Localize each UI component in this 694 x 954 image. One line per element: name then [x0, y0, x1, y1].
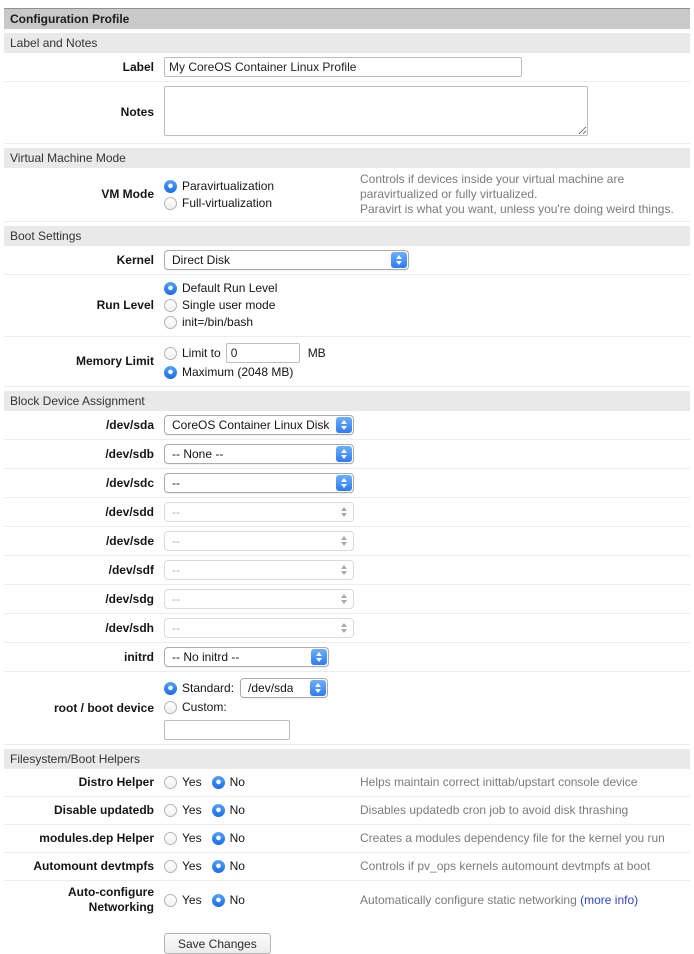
dev-sdg-caption: /dev/sdg — [105, 591, 154, 606]
select-stepper-icon — [336, 591, 352, 607]
select-stepper-icon — [336, 475, 352, 491]
no-label: No — [229, 859, 245, 873]
root-boot-device-caption: root / boot device — [53, 700, 154, 715]
modules-dep-yes-option[interactable] — [164, 831, 202, 846]
auto-configure-networking-help — [360, 893, 690, 908]
limit-to-label: Limit to — [182, 345, 221, 360]
kernel-caption: Kernel — [116, 252, 154, 267]
root-standard-label: Standard: — [182, 680, 235, 695]
disable-updatedb-help: Disables updatedb cron job to avoid disk thrashing — [360, 803, 629, 817]
dev-sdb-caption: /dev/sdb — [105, 446, 154, 461]
default-run-level-radio[interactable] — [164, 282, 177, 295]
automount-devtmpfs-help: Controls if pv_ops kernels automount devtmpfs at boot — [360, 859, 651, 873]
initrd-caption: initrd — [124, 649, 154, 664]
disable-updatedb-no-radio[interactable] — [212, 804, 225, 817]
label-input[interactable] — [164, 57, 522, 77]
select-stepper-icon — [336, 562, 352, 578]
memory-limit-caption: Memory Limit — [75, 354, 154, 368]
vm-mode-row — [4, 168, 690, 222]
vm-mode-full-virtualization-option[interactable] — [164, 196, 360, 211]
run-level-caption: Run Level — [96, 298, 154, 312]
dev-sdd-caption: /dev/sdd — [105, 504, 154, 519]
device-row-sdc — [4, 469, 690, 498]
modules-dep-help: Creates a modules dependency file for the kernel you run — [360, 831, 665, 845]
no-label: No — [229, 803, 245, 817]
helper-row-distro — [4, 769, 690, 797]
section-header-boot-settings: Boot Settings — [4, 226, 690, 246]
disable-updatedb-no-option[interactable] — [212, 803, 245, 818]
dev-sdd-select — [164, 502, 354, 522]
dev-sdc-select-value: -- — [172, 476, 180, 490]
modules-dep-yes-radio[interactable] — [164, 832, 177, 845]
disable-updatedb-caption: Disable updatedb — [53, 803, 154, 817]
auto-configure-networking-help-text: Automatically configure static networking — [360, 892, 577, 907]
select-stepper-icon — [336, 533, 352, 549]
root-custom-radio[interactable] — [164, 701, 177, 714]
helper-row-networking — [4, 881, 690, 919]
root-device-select[interactable] — [240, 678, 328, 698]
modules-dep-no-radio[interactable] — [212, 832, 225, 845]
kernel-select[interactable] — [164, 250, 409, 270]
initrd-select-value: -- No initrd -- — [172, 650, 240, 664]
no-label: No — [229, 892, 245, 907]
distro-helper-no-radio[interactable] — [212, 776, 225, 789]
helper-row-modules-dep — [4, 825, 690, 853]
init-bin-bash-radio[interactable] — [164, 316, 177, 329]
yes-label: Yes — [182, 859, 202, 873]
vm-mode-help — [360, 172, 690, 217]
select-stepper-icon — [391, 252, 407, 268]
select-stepper-icon — [336, 504, 352, 520]
dev-sdf-select-value: -- — [172, 563, 180, 577]
no-label: No — [229, 831, 245, 845]
dev-sde-select-value: -- — [172, 534, 180, 548]
dev-sdd-select-value: -- — [172, 505, 180, 519]
memory-unit-label: MB — [307, 345, 326, 360]
vm-mode-help-line2: Paravirt is what you want, unless you're doing weird things. — [360, 202, 674, 216]
device-row-sdh — [4, 614, 690, 643]
automount-devtmpfs-caption: Automount devtmpfs — [33, 859, 154, 873]
disable-updatedb-yes-radio[interactable] — [164, 804, 177, 817]
auto-configure-networking-caption: Auto-configure Networking — [68, 885, 154, 914]
root-device-select-value: /dev/sda — [248, 680, 294, 695]
save-row — [164, 933, 690, 954]
yes-label: Yes — [182, 892, 202, 907]
automount-devtmpfs-yes-option[interactable] — [164, 859, 202, 874]
distro-helper-caption: Distro Helper — [78, 775, 154, 789]
distro-helper-no-option[interactable] — [212, 775, 245, 790]
more-info-link[interactable]: (more info) — [580, 892, 639, 907]
maximum-memory-radio[interactable] — [164, 366, 177, 379]
select-stepper-icon — [336, 417, 352, 433]
device-row-sdf — [4, 556, 690, 585]
dev-sdf-select — [164, 560, 354, 580]
run-level-default-option[interactable] — [164, 281, 690, 296]
helper-row-devtmpfs — [4, 853, 690, 881]
memory-maximum-option[interactable] — [164, 365, 690, 380]
paravirtualization-radio[interactable] — [164, 180, 177, 193]
notes-textarea[interactable] — [164, 86, 588, 136]
dev-sdg-select — [164, 589, 354, 609]
full-virtualization-label: Full-virtualization — [182, 195, 273, 210]
dev-sdh-caption: /dev/sdh — [105, 620, 154, 635]
root-custom-input[interactable] — [164, 720, 290, 740]
notes-caption: Notes — [120, 105, 154, 119]
automount-devtmpfs-no-radio[interactable] — [212, 860, 225, 873]
select-stepper-icon — [311, 649, 327, 665]
dev-sde-caption: /dev/sde — [105, 533, 154, 548]
section-header-label-notes: Label and Notes — [4, 33, 690, 53]
select-stepper-icon — [336, 446, 352, 462]
no-label: No — [229, 775, 245, 789]
distro-helper-yes-option[interactable] — [164, 775, 202, 790]
select-stepper-icon — [310, 680, 326, 696]
root-custom-option[interactable] — [164, 700, 690, 715]
paravirtualization-label: Paravirtualization — [182, 178, 275, 193]
dev-sda-select-value: CoreOS Container Linux Disk — [172, 418, 330, 432]
dev-sda-select[interactable] — [164, 415, 354, 435]
device-row-sdd — [4, 498, 690, 527]
root-standard-radio[interactable] — [164, 682, 177, 695]
run-level-row — [4, 275, 690, 337]
label-row — [4, 53, 690, 82]
dev-sde-select — [164, 531, 354, 551]
yes-label: Yes — [182, 831, 202, 845]
page-title: Configuration Profile — [4, 8, 690, 29]
limit-to-radio[interactable] — [164, 347, 177, 360]
dev-sdh-select-value: -- — [172, 621, 180, 635]
device-row-sdg — [4, 585, 690, 614]
yes-label: Yes — [182, 803, 202, 817]
helper-row-updatedb — [4, 797, 690, 825]
run-level-init-bash-option[interactable] — [164, 315, 690, 330]
device-row-sde — [4, 527, 690, 556]
kernel-row — [4, 246, 690, 275]
dev-sdh-select — [164, 618, 354, 638]
initrd-select[interactable] — [164, 647, 329, 667]
dev-sdb-select-value: -- None -- — [172, 447, 224, 461]
section-header-vm-mode: Virtual Machine Mode — [4, 148, 690, 168]
dev-sdc-caption: /dev/sdc — [105, 475, 154, 490]
distro-helper-help: Helps maintain correct inittab/upstart console device — [360, 775, 638, 789]
vm-mode-help-line1: Controls if devices inside your virtual machine are paravirtualized or fully virtualized. — [360, 172, 625, 201]
notes-row — [4, 82, 690, 144]
memory-limit-input[interactable] — [226, 343, 300, 363]
automount-devtmpfs-no-option[interactable] — [212, 859, 245, 874]
yes-label: Yes — [182, 775, 202, 789]
select-stepper-icon — [336, 620, 352, 636]
memory-limit-to-option[interactable] — [164, 343, 690, 363]
save-button[interactable]: Save Changes — [164, 933, 271, 954]
modules-dep-no-option[interactable] — [212, 831, 245, 846]
initrd-row — [4, 643, 690, 672]
single-user-mode-radio[interactable] — [164, 299, 177, 312]
kernel-select-value: Direct Disk — [172, 253, 231, 267]
device-row-sdb — [4, 440, 690, 469]
default-run-level-label: Default Run Level — [182, 281, 278, 295]
init-bin-bash-label: init=/bin/bash — [182, 315, 254, 329]
auto-configure-networking-yes-option[interactable] — [164, 893, 202, 908]
section-header-helpers: Filesystem/Boot Helpers — [4, 749, 690, 769]
disable-updatedb-yes-option[interactable] — [164, 803, 202, 818]
auto-configure-networking-no-option[interactable] — [212, 893, 245, 908]
root-boot-device-row — [4, 672, 690, 745]
memory-limit-row — [4, 337, 690, 387]
vm-mode-caption: VM Mode — [101, 187, 154, 201]
modules-dep-caption: modules.dep Helper — [39, 831, 154, 845]
dev-sdc-select[interactable] — [164, 473, 354, 493]
dev-sdb-select[interactable] — [164, 444, 354, 464]
label-caption: Label — [122, 59, 154, 74]
full-virtualization-radio[interactable] — [164, 197, 177, 210]
auto-configure-networking-no-radio[interactable] — [212, 894, 225, 907]
run-level-single-user-option[interactable] — [164, 298, 690, 313]
distro-helper-yes-radio[interactable] — [164, 776, 177, 789]
root-standard-option[interactable] — [164, 678, 690, 698]
single-user-mode-label: Single user mode — [182, 298, 276, 312]
vm-mode-paravirtualization-option[interactable] — [164, 179, 360, 194]
device-row-sda — [4, 411, 690, 440]
automount-devtmpfs-yes-radio[interactable] — [164, 860, 177, 873]
auto-configure-networking-yes-radio[interactable] — [164, 894, 177, 907]
dev-sdg-select-value: -- — [172, 592, 180, 606]
maximum-memory-label: Maximum (2048 MB) — [182, 365, 294, 379]
root-custom-label: Custom: — [182, 700, 227, 714]
dev-sda-caption: /dev/sda — [105, 417, 154, 432]
section-header-block-devices: Block Device Assignment — [4, 391, 690, 411]
dev-sdf-caption: /dev/sdf — [108, 562, 154, 577]
